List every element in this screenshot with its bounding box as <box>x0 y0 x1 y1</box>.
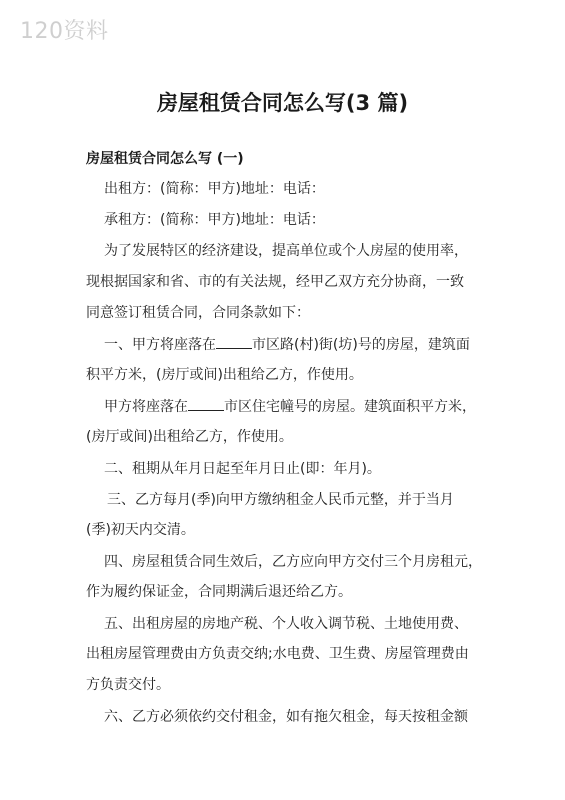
paragraph-lessor: 出租方：(简称：甲方)地址：电话： <box>104 181 325 197</box>
clause-1b-line-2: (房厅或间)出租给乙方，作使用。 <box>86 429 293 445</box>
clause-1b-line-1 <box>104 398 476 416</box>
clause-3-line-1: 三、乙方每月(季)向甲方缴纳租金人民币元整，并于当月 <box>107 492 454 508</box>
clause-2: 二、租期从年月日起至年月日止(即：年月)。 <box>104 461 381 477</box>
page-title: 房屋租赁合同怎么写(3 篇) <box>156 91 409 115</box>
clause-4-line-1: 四、房屋租赁合同生效后，乙方应向甲方交付三个月房租元， <box>104 554 482 570</box>
paragraph-preamble-line-2: 现根据国家和省、市的有关法规，经甲乙双方充分协商，一致 <box>86 274 464 290</box>
clause-5-line-1: 五、出租房屋的房地产税、个人收入调节税、土地使用费、 <box>104 616 468 632</box>
clause-4-line-2: 作为履约保证金，合同期满后退还给乙方。 <box>86 584 352 600</box>
clause-1-text-b: 市区路(村)街(坊)号的房屋，建筑面 <box>252 337 470 353</box>
clause-3-line-2: (季)初天内交清。 <box>86 522 195 538</box>
blank-underline <box>216 336 252 349</box>
blank-underline <box>188 398 224 411</box>
clause-5-line-3: 方负责交付。 <box>86 677 170 693</box>
clause-5-line-2: 出租房屋管理费由方负责交纳;水电费、卫生费、房屋管理费由 <box>86 646 469 662</box>
paragraph-preamble-line-1: 为了发展特区的经济建设，提高单位或个人房屋的使用率， <box>104 243 468 259</box>
clause-1-line-1 <box>104 336 470 354</box>
clause-6-line-1: 六、乙方必须依约交付租金，如有拖欠租金，每天按租金额 <box>104 709 468 725</box>
paragraph-preamble-line-3: 同意签订租赁合同，合同条款如下： <box>86 305 310 321</box>
paragraph-lessee: 承租方：(简称：甲方)地址：电话： <box>104 212 325 228</box>
section-title: 房屋租赁合同怎么写 (一) <box>86 151 244 167</box>
clause-1b-text-b: 市区住宅幢号的房屋。建筑面积平方米， <box>224 399 476 415</box>
clause-1-line-2: 积平方米，(房厅或间)出租给乙方，作使用。 <box>86 367 363 383</box>
clause-1b-text-a: 甲方将座落在 <box>104 399 188 415</box>
watermark-logo: 120资料 <box>20 19 109 44</box>
clause-1-text-a: 一、甲方将座落在 <box>104 337 216 353</box>
